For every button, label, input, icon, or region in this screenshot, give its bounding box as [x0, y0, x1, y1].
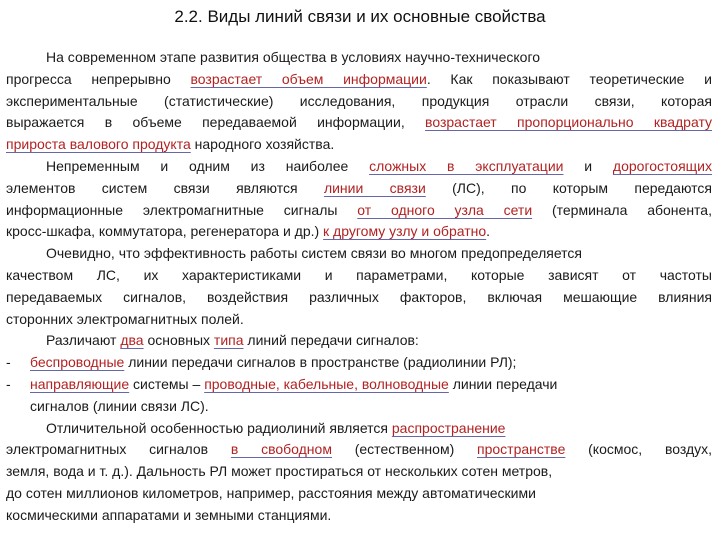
- text-line: [6, 69, 712, 91]
- text-line: [6, 330, 712, 352]
- text-run: Непременным и одним из наиболее: [46, 157, 370, 174]
- highlighted-term: типа: [213, 332, 244, 349]
- highlighted-term: направляющие: [30, 375, 130, 392]
- list-bullet: -: [6, 354, 11, 371]
- highlighted-term: от одного узла сети: [357, 201, 533, 218]
- text-run: Очевидно, что эффективность работы систем связи во многом предопределяется: [46, 245, 582, 262]
- text-line: [6, 134, 712, 156]
- text-run: .: [486, 223, 491, 240]
- text-run: кросс-шкафа, коммутатора, регенератора и др.): [6, 223, 324, 240]
- list-bullet: -: [6, 375, 11, 392]
- highlighted-term: дорогостоящих: [612, 157, 712, 174]
- highlighted-term: сложных в эксплуатации: [369, 157, 564, 174]
- text-line: [6, 47, 712, 69]
- text-line: [6, 200, 712, 222]
- text-run: (естественном): [331, 441, 478, 458]
- highlighted-term: в свободном: [230, 441, 332, 458]
- text-line: [6, 287, 712, 309]
- text-run: . Как показывают теоретические и: [426, 70, 712, 87]
- text-line: [6, 505, 712, 527]
- highlighted-term: два: [120, 332, 144, 349]
- text-run: (терминала абонента,: [532, 201, 712, 218]
- document-body: [6, 47, 712, 527]
- text-line: [6, 461, 712, 483]
- text-run: линии передачи: [448, 375, 558, 392]
- text-line: [6, 352, 712, 374]
- highlighted-term: проводные, кабельные, волноводные: [204, 375, 449, 392]
- text-run: космическими аппаратами и земными станциями.: [6, 506, 332, 523]
- text-line: [6, 396, 712, 418]
- text-line: [6, 374, 712, 396]
- text-run: системы –: [129, 375, 205, 392]
- highlighted-term: пространстве: [477, 441, 566, 458]
- text-line: [6, 112, 712, 134]
- text-run: народного хозяйства.: [190, 136, 335, 153]
- text-run: экспериментальные (статистические) исследования, продукция отрасли связи, которая: [6, 92, 712, 109]
- text-line: [6, 483, 712, 505]
- text-run: качеством ЛС, их характеристиками и параметрами, которые зависят от частоты: [6, 266, 712, 283]
- text-run: (космос, воздух,: [565, 441, 712, 458]
- text-run: земля, вода и т. д.). Дальность РЛ может простираться от нескольких сотен метров,: [6, 463, 553, 480]
- text-run: основных: [143, 332, 214, 349]
- highlighted-term: беспроводные: [30, 354, 125, 371]
- text-run: передаваемых сигналов, воздействия различных факторов, включая мешающие влияния: [6, 288, 712, 305]
- section-title: 2.2. Виды линий связи и их основные свойства: [174, 7, 546, 26]
- text-run: прогресса непрерывно: [6, 70, 191, 87]
- text-run: На современном этапе развития общества в условиях научно-технического: [46, 49, 541, 65]
- text-run: линий передачи сигналов:: [243, 332, 419, 349]
- text-line: [6, 243, 712, 265]
- text-run: выражается в объеме передаваемой информации,: [6, 114, 426, 131]
- text-run: электромагнитных сигналов: [6, 441, 231, 458]
- text-line: [6, 178, 712, 200]
- highlighted-term: возрастает объем информации: [190, 70, 427, 87]
- text-run: и: [563, 157, 613, 174]
- text-line: [6, 418, 712, 440]
- highlighted-term: линии связи: [323, 179, 426, 196]
- text-run: сторонних электромагнитных полей.: [6, 310, 244, 327]
- text-line: [6, 439, 712, 461]
- text-run: Различают: [46, 332, 121, 349]
- text-line: [6, 309, 712, 331]
- text-run: Отличительной особенностью радиолиний является: [46, 419, 392, 436]
- text-line: [6, 221, 712, 243]
- highlighted-term: к другому узлу и обратно: [323, 223, 487, 240]
- highlighted-term: возрастает пропорционально квадрату: [425, 114, 712, 131]
- text-run: до сотен миллионов километров, например, расстояния между автоматическими: [6, 484, 536, 501]
- text-line: [6, 91, 712, 113]
- text-run: информационные электромагнитные сигналы: [6, 201, 358, 218]
- text-run: линии передачи сигналов в пространстве (радиолинии РЛ);: [124, 354, 517, 371]
- highlighted-term: прироста валового продукта: [6, 136, 191, 153]
- text-line: [6, 156, 712, 178]
- text-run: сигналов (линии связи ЛС).: [30, 397, 209, 414]
- text-run: элементов систем связи являются: [6, 179, 324, 196]
- text-line: [6, 265, 712, 287]
- highlighted-term: распространение: [391, 419, 506, 436]
- text-run: (ЛС), по которым передаются: [425, 179, 712, 196]
